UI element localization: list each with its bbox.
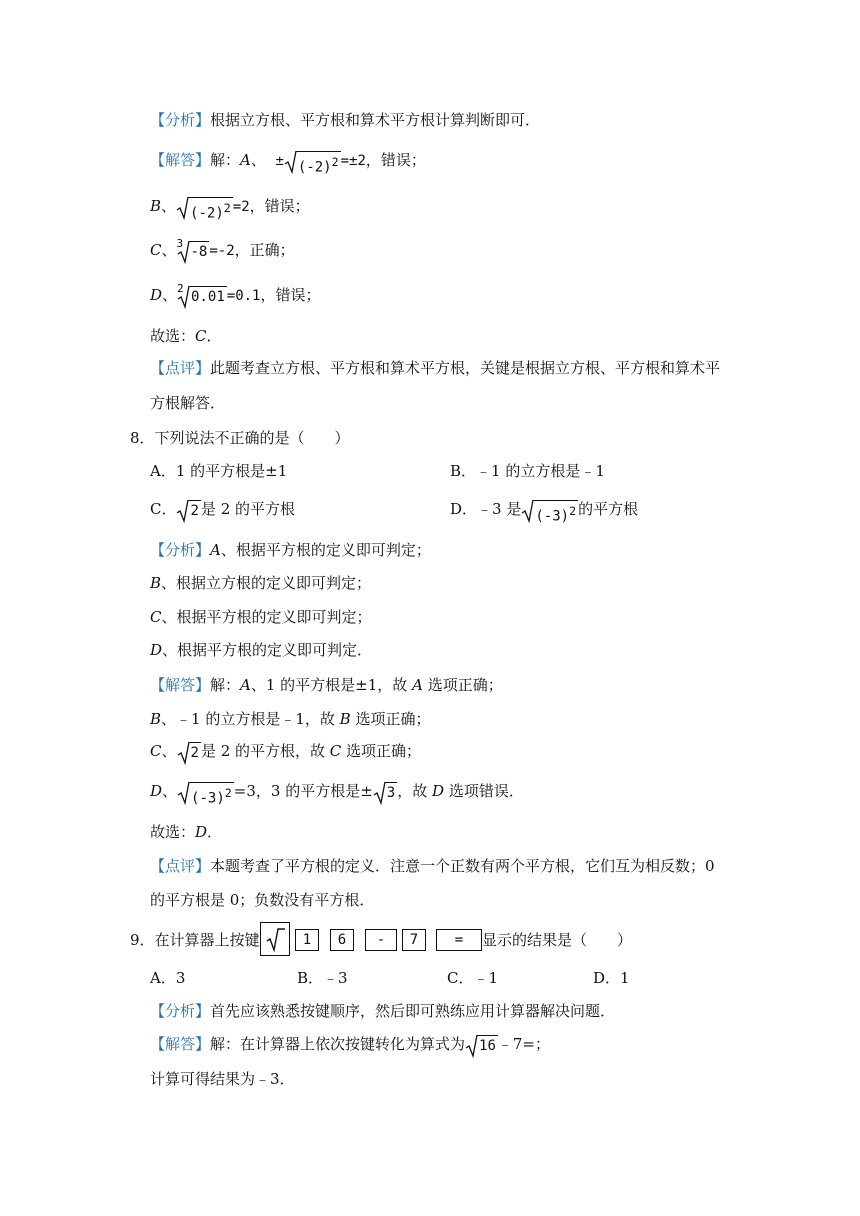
q9-stem-suffix: [482, 930, 632, 950]
sqrt-expression: [284, 150, 341, 176]
judgement: ，错误；: [260, 286, 321, 304]
analysis-text: 、根据平方根的定义即可判定．: [162, 641, 373, 659]
option-label: B: [339, 710, 351, 728]
q8-option-c: [150, 499, 295, 521]
result: =-2: [209, 243, 235, 259]
question-stem: 显示的结果是（ ）: [482, 931, 633, 949]
separator: 、: [162, 782, 178, 800]
q8-option-a: [150, 461, 287, 481]
question-stem: 9．在计算器上按键: [130, 931, 260, 949]
exponent: 2: [331, 155, 339, 169]
q7-solution-d: [150, 282, 321, 307]
separator: 、: [250, 151, 266, 169]
exponent: 2: [224, 786, 232, 800]
calc-key-minus: -: [365, 929, 397, 951]
q9-analysis: [150, 1001, 615, 1021]
calc-key-7: 7: [402, 929, 426, 951]
q8-solution-c: [150, 741, 421, 763]
result: =2: [232, 199, 250, 215]
sqrt-expression: [177, 781, 234, 807]
calc-key-sqrt: [260, 922, 290, 956]
option-label: B: [150, 197, 162, 215]
solution-text: ﹣7=；: [497, 1035, 551, 1053]
option-label: D: [150, 782, 163, 800]
exponent: 2: [569, 504, 577, 518]
radical-sign-icon: [176, 196, 189, 220]
radicand: 2: [190, 745, 199, 761]
question-stem: 8．下列说法不正确的是（ ）: [130, 429, 350, 447]
solution-prefix: 解：: [210, 151, 241, 169]
option-a: A．3: [150, 969, 186, 987]
result: =±2: [340, 153, 366, 169]
q8-solution-b: [150, 709, 430, 729]
sqrt-expression: [373, 781, 397, 803]
judgement: ，正确；: [234, 241, 295, 259]
option-label: A: [412, 676, 423, 694]
answer-letter: C: [195, 327, 207, 345]
q7-solution-a: [150, 150, 426, 176]
solution-text: 是 2 的平方根，故: [200, 742, 330, 760]
option-label: A: [240, 676, 251, 694]
sqrt-expression: [177, 741, 201, 763]
answer-end: ．: [207, 823, 223, 841]
option-label: D: [432, 782, 445, 800]
option-c: C．﹣1: [447, 969, 499, 987]
solution-tag: 【解答】: [150, 1035, 211, 1053]
option-label: C: [329, 742, 342, 760]
solution-text: ，故: [397, 782, 433, 800]
option-b: B．﹣3: [297, 969, 348, 987]
solution-text: =3，3 的平方根是±: [233, 782, 373, 800]
analysis-tag: 【分析】: [150, 541, 211, 559]
radical-sign-icon: [373, 781, 386, 805]
option-label: C: [150, 608, 162, 626]
analysis-text: 、根据平方根的定义即可判定；: [161, 608, 372, 626]
radicand: (-2): [190, 205, 224, 222]
q8-answer: [150, 822, 222, 842]
sqrt-expression: [521, 499, 578, 525]
plus-minus-sign: ±: [275, 153, 284, 169]
comment-text: 的平方根是 0；负数没有平方根．: [150, 891, 375, 909]
q8-comment-line1: [150, 856, 715, 876]
radical-sign-icon: [177, 285, 190, 309]
q7-comment-line2: [150, 393, 225, 413]
analysis-text: 首先应该熟悉按键顺序，然后即可熟练应用计算器解决问题．: [210, 1002, 616, 1020]
q7-solution-c: [150, 237, 295, 262]
q7-analysis: [150, 110, 540, 130]
q7-answer: [150, 326, 222, 346]
radical-sign-icon: [284, 150, 297, 174]
q9-option-b: [297, 968, 348, 988]
comment-tag: 【点评】: [150, 359, 211, 377]
comment-text: 本题考查了平方根的定义．注意一个正数有两个平方根，它们互为相反数；0: [210, 857, 715, 875]
option-suffix: 的平方根: [578, 500, 639, 518]
solution-tag: 【解答】: [150, 151, 211, 169]
radical-sign-icon: [176, 499, 189, 523]
analysis-text: 根据立方根、平方根和算术平方根计算判断即可．: [210, 111, 541, 129]
q8-option-d: [450, 499, 639, 525]
answer-prefix: 故选：: [150, 327, 196, 345]
separator: 、: [161, 742, 177, 760]
solution-prefix: 解：: [210, 676, 241, 694]
q8-option-b: [450, 461, 605, 481]
q8-analysis-a: [150, 540, 431, 560]
exponent: 2: [223, 201, 231, 215]
calc-key-6: 6: [330, 929, 354, 951]
cube-root-expression: [176, 237, 210, 262]
q8-solution-d: [150, 781, 524, 807]
radicand: 2: [190, 503, 199, 519]
final-result-text: 计算可得结果为﹣3．: [150, 1070, 295, 1088]
judgement: ，错误；: [249, 197, 310, 215]
solution-text: 选项错误．: [444, 782, 524, 800]
option-label: A: [210, 541, 221, 559]
option-label: D: [150, 641, 163, 659]
q7-comment-line1: [150, 358, 720, 378]
option-label: B: [150, 710, 162, 728]
radical-sign-icon: [177, 781, 190, 805]
radicand: 16: [479, 1038, 496, 1054]
option-a: A．1 的平方根是±1: [150, 462, 288, 480]
q8-analysis-d: [150, 640, 372, 660]
q7-solution-b: [150, 196, 310, 222]
solution-text: 解：在计算器上依次按键转化为算式为: [210, 1035, 466, 1053]
radicand: (-2): [297, 159, 332, 176]
sqrt-expression: [176, 196, 233, 222]
root-index: 2: [177, 282, 184, 295]
solution-text: 、1 的平方根是±1，故: [250, 676, 413, 694]
sqrt-expression: [465, 1034, 498, 1056]
root-index: 3: [176, 237, 184, 250]
calc-key-equals: =: [436, 929, 482, 951]
q8-comment-line2: [150, 890, 374, 910]
q9-stem-prefix: [130, 930, 260, 950]
radicand: (-3): [191, 790, 225, 807]
judgement: ，错误；: [365, 151, 426, 169]
radical-sign-icon: [261, 923, 289, 955]
option-label: C: [150, 241, 162, 259]
q9-option-c: [447, 968, 498, 988]
q9-option-d: [593, 968, 630, 988]
option-label: B: [150, 574, 162, 592]
option-label: C: [150, 742, 162, 760]
separator: 、: [161, 241, 177, 259]
analysis-text: 、根据平方根的定义即可判定；: [220, 541, 431, 559]
q9-option-a: [150, 968, 185, 988]
radicand: 3: [386, 785, 396, 801]
answer-letter: D: [195, 823, 208, 841]
option-prefix: C．: [150, 500, 177, 518]
analysis-text: 、根据立方根的定义即可判定；: [161, 574, 372, 592]
solution-text: 选项正确；: [350, 710, 431, 728]
radical-sign-icon: [521, 499, 534, 523]
option-suffix: 是 2 的平方根: [200, 500, 296, 518]
result: =0.1: [226, 288, 261, 304]
q8-stem: [130, 428, 350, 448]
q8-analysis-b: [150, 573, 371, 593]
radical-sign-icon: [177, 240, 190, 264]
separator: 、: [162, 286, 178, 304]
analysis-tag: 【分析】: [150, 111, 211, 129]
comment-text: 方根解答．: [150, 394, 226, 412]
q9-final: [150, 1069, 295, 1089]
radical-sign-icon: [465, 1034, 478, 1058]
analysis-tag: 【分析】: [150, 1002, 211, 1020]
comment-text: 此题考查立方根、平方根和算术平方根，关键是根据立方根、平方根和算术平: [210, 359, 721, 377]
solution-text: 选项正确；: [422, 676, 503, 694]
separator: 、: [161, 197, 177, 215]
radical-sign-icon: [177, 741, 190, 765]
q8-solution-a: [150, 675, 503, 695]
solution-tag: 【解答】: [150, 676, 211, 694]
radicand: 0.01: [191, 289, 225, 305]
comment-tag: 【点评】: [150, 857, 211, 875]
option-label: D: [150, 286, 163, 304]
option-label: A: [240, 151, 251, 169]
radicand: (-3): [535, 508, 570, 525]
q9-solution: [150, 1034, 550, 1056]
radicand: -8: [190, 244, 208, 260]
option-b: B．﹣1 的立方根是﹣1: [450, 462, 605, 480]
answer-end: ．: [206, 327, 222, 345]
answer-prefix: 故选：: [150, 823, 196, 841]
sqrt-expression: [176, 499, 200, 521]
option-prefix: D．﹣3 是: [450, 500, 522, 518]
calc-key-1: 1: [295, 929, 319, 951]
option-d: D．1: [593, 969, 630, 987]
root-expression: [177, 282, 227, 307]
solution-text: 选项正确；: [341, 742, 422, 760]
solution-text: 、﹣1 的立方根是﹣1，故: [161, 710, 340, 728]
q8-analysis-c: [150, 607, 372, 627]
